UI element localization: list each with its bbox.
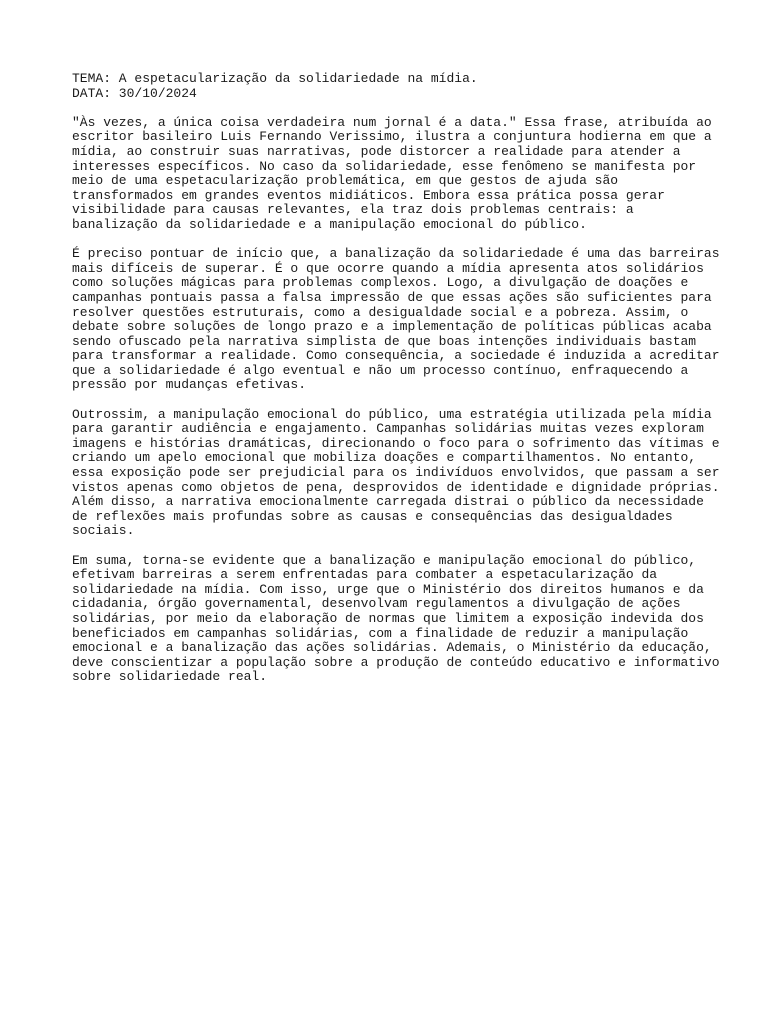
paragraph-conclusion [72,552,720,685]
text-line: sendo ofuscado pela narrativa simplista de que boas intenções individuais bastam [72,333,697,349]
text-line: beneficiados em campanhas solidárias, com a finalidade de reduzir a manipulação [72,625,689,641]
text-line: essa exposição pode ser prejudicial para os indivíduos envolvidos, que passam a ser [72,465,720,481]
text-line: vistos apenas como objetos de pena, desprovidos de identidade e dignidade próprias. [72,479,720,495]
text-line: Em suma, torna-se evidente que a banalização e manipulação emocional do público, [72,552,697,568]
text-line: que a solidariedade é algo eventual e não um processo contínuo, enfraquecendo a [72,362,689,378]
text-line: mídia, ao construir suas narrativas, pode distorcer a realidade para atender a [72,143,681,159]
text-line: sociais. [72,523,135,539]
text-line: debate sobre soluções de longo prazo e a implementação de políticas públicas acaba [72,319,712,335]
text-line: resolver questões estruturais, como a desigualdade social e a pobreza. Assim, o [72,304,689,320]
text-line: para garantir audiência e engajamento. Campanhas solidárias muitas vezes exploram [72,421,704,437]
text-line: imagens e histórias dramáticas, direcionando o foco para o sofrimento das vítimas e [72,435,720,451]
text-line: sobre solidariedade real. [72,669,268,685]
text-line: solidárias, por meio da elaboração de normas que limitem a exposição indevida dos [72,610,704,626]
document-page [72,71,720,700]
text-line: banalização da solidariedade e a manipulação emocional do público. [72,216,587,232]
text-line: emocional e a banalização das ações solidárias. Ademais, o Ministério da educação, [72,640,712,656]
document-header [72,72,702,101]
text-line: cidadania, órgão governamental, desenvolvam regulamentos a divulgação de ações [72,596,681,612]
text-line: É preciso pontuar de início que, a banalização da solidariedade é uma das barreiras [72,246,720,262]
text-line: solidariedade na mídia. Com isso, urge que o Ministério dos direitos humanos e da [72,581,704,597]
text-line: como soluções mágicas para problemas complexos. Logo, a divulgação de doações e [72,275,689,291]
paragraph-introduction [72,114,712,233]
text-line: de reflexões mais profundas sobre as causas e consequências das desigualdades [72,508,673,524]
text-line: escritor basileiro Luis Fernando Verissimo, ilustra a conjuntura hodierna em que a [72,129,712,145]
text-line: transformados em grandes eventos midiáticos. Embora essa prática possa gerar [72,187,665,203]
theme-line: TEMA: A espetacularização da solidariedade na mídia. [72,71,478,86]
text-line: interesses específicos. No caso da solidariedade, esse fenômeno se manifesta por [72,158,697,174]
text-line: Outrossim, a manipulação emocional do público, uma estratégia utilizada pela mídia [72,406,712,422]
text-line: Além disso, a narrativa emocionalmente carregada distrai o público da necessidade [72,494,704,510]
text-line: efetivam barreiras a serem enfrentadas para combater a espetacularização da [72,567,658,583]
text-line: visibilidade para causas relevantes, ela traz dois problemas centrais: a [72,202,634,218]
text-line: campanhas pontuais passa a falsa impressão de que essas ações são suficientes para [72,289,712,305]
text-line: criando um apelo emocional que mobiliza doações e compartilhamentos. No entanto, [72,450,697,466]
paragraph-development-1 [72,246,720,393]
text-line: para transformar a realidade. Como consequência, a sociedade é induzida a acreditar [72,348,720,364]
paragraph-development-2 [72,406,720,539]
text-line: mais difíceis de superar. É o que ocorre quando a mídia apresenta atos solidários [72,260,704,276]
text-line: meio de uma espetacularização problemática, em que gestos de ajuda são [72,173,619,189]
text-line: pressão por mudanças efetivas. [72,377,307,393]
text-line: "Às vezes, a única coisa verdadeira num jornal é a data." Essa frase, atribuída ao [72,114,712,130]
text-line: deve conscientizar a população sobre a produção de conteúdo educativo e informativo [72,654,720,670]
date-line: DATA: 30/10/2024 [72,85,197,101]
